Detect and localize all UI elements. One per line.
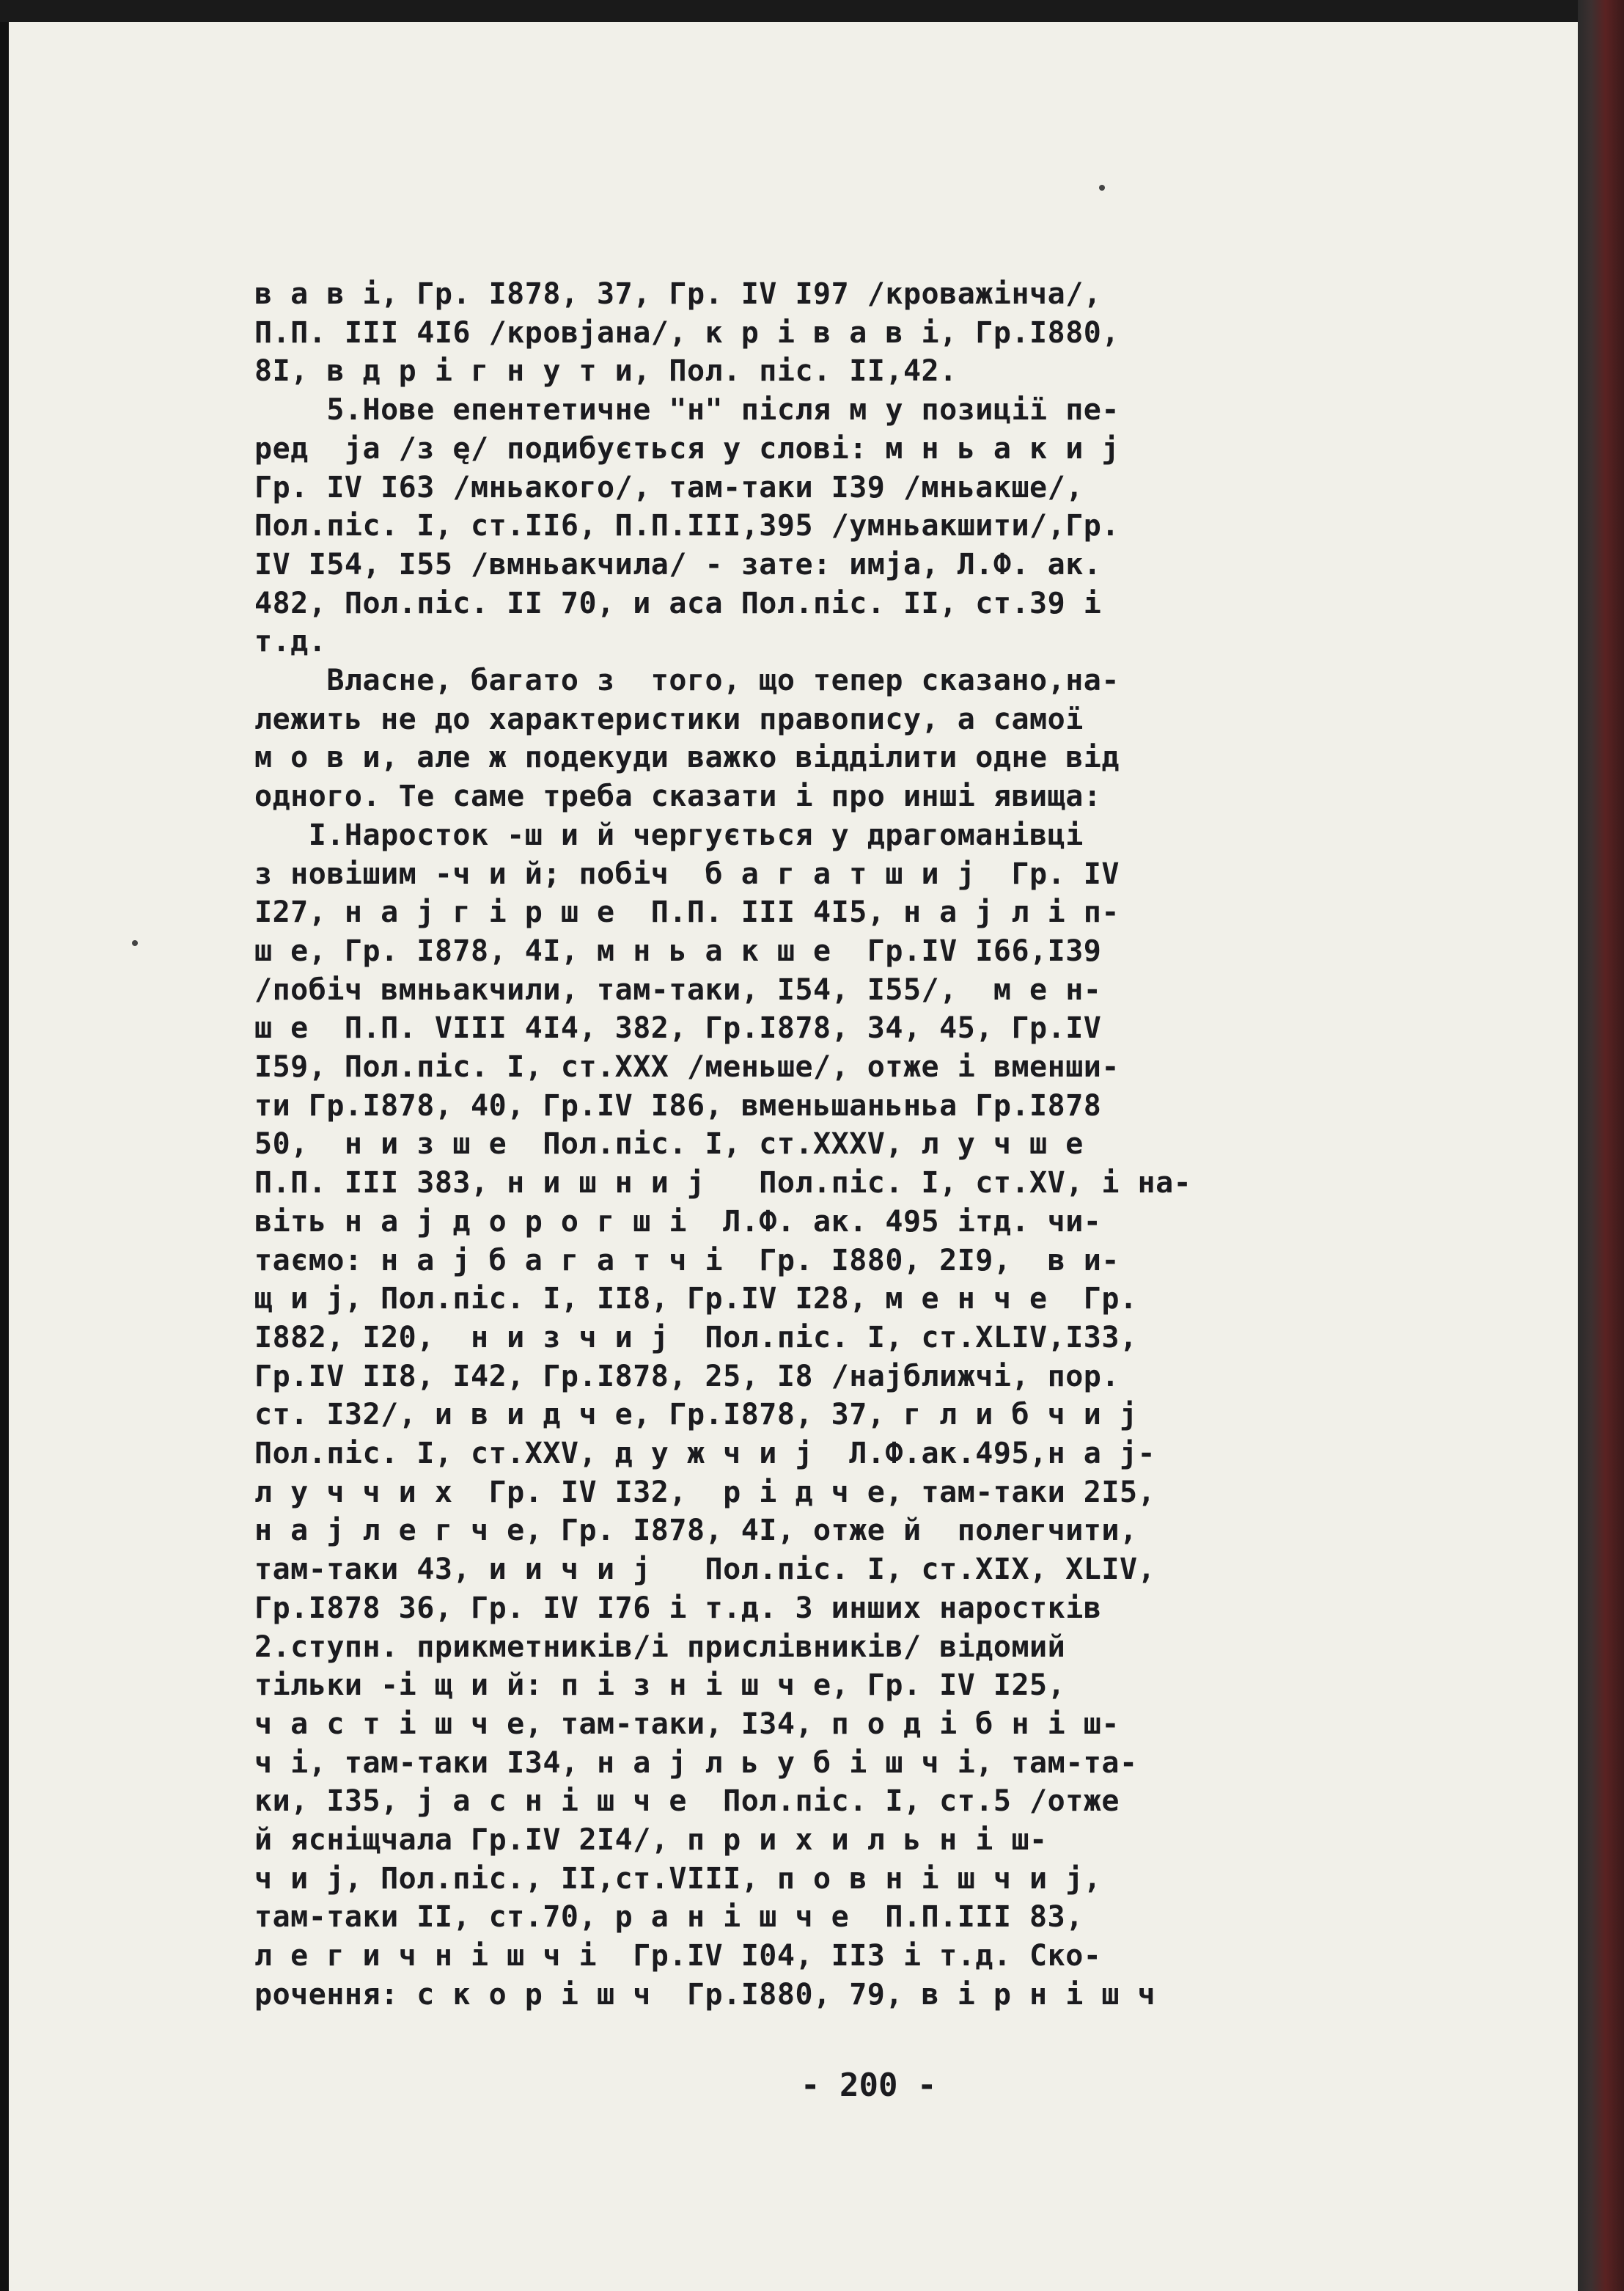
text-line: т.д. bbox=[254, 625, 327, 659]
text-line: ст. І32/, и в и д ч е, Гр.І878, 37, г л и б ч и ј bbox=[254, 1398, 1138, 1432]
text-line: 8І, в д р і г н у т и, Пол. пic. ІІ,42. bbox=[254, 354, 958, 388]
text-line: віть н а ј д о р о г ш і Л.Ф. ак. 495 ітд. чи- bbox=[254, 1205, 1102, 1239]
text-line: ред ја /з ę/ подибується у слові: м н ь а к и ј bbox=[254, 432, 1120, 466]
text-line: П.П. ІІІ 383, н и ш н и ј Пол.піс. І, ст.ХV, і на- bbox=[254, 1166, 1192, 1200]
body-text bbox=[9, 22, 1578, 2291]
text-line: й ясніщчала Гр.ІV 2І4/, п р и х и л ь н і ш- bbox=[254, 1823, 1048, 1857]
text-line: ч і, там-таки І34, н а ј л ь у б і ш ч і, там-та- bbox=[254, 1746, 1138, 1780]
text-line: 2.ступн. прикметників/і прислівників/ відомий bbox=[254, 1630, 1066, 1664]
text-line: /побіч вмньакчили, там-таки, І54, І55/, м е н- bbox=[254, 973, 1102, 1007]
text-line: ки, І35, ј а с н і ш ч е Пол.піс. І, ст.5 /отже bbox=[254, 1784, 1120, 1818]
text-line: ти Гр.І878, 40, Гр.ІV І86, вменьшаньньа Гр.І878 bbox=[254, 1089, 1102, 1123]
text-line: ч а с т і ш ч е, там-таки, І34, п о д і б н і ш- bbox=[254, 1707, 1120, 1741]
text-line: ш е П.П. VІІІ 4І4, 382, Гр.І878, 34, 45, Гр.ІV bbox=[254, 1011, 1102, 1045]
text-line: рочення: с к о р і ш ч Гр.І880, 79, в і р н і ш ч bbox=[254, 1978, 1156, 2012]
text-line: Пол.піс. І, ст.ХХV, д у ж ч и ј Л.Ф.ак.495,н а ј- bbox=[254, 1437, 1156, 1470]
text-line: 5.Нове епентетичне "н" після м у позиції пе- bbox=[254, 393, 1120, 427]
text-line: тільки -і щ и й: п і з н і ш ч е, Гр. ІV І25, bbox=[254, 1668, 1066, 1702]
text-line: 482, Пол.піс. ІІ 70, и аса Пол.піс. ІІ, ст.39 і bbox=[254, 587, 1102, 620]
text-line: І27, н а ј г і р ш е П.П. ІІІ 4І5, н а ј л і п- bbox=[254, 895, 1120, 929]
book-spine-edge bbox=[1578, 0, 1624, 2291]
text-line: л е г и ч н і ш ч і Гр.ІV І04, ІІ3 і т.д. Ско- bbox=[254, 1939, 1102, 1973]
text-line: 50, н и з ш е Пол.піс. І, ст.ХХХV, л у ч ш е bbox=[254, 1127, 1084, 1161]
text-line: Гр.І878 36, Гр. ІV І76 і т.д. З инших наростків bbox=[254, 1591, 1102, 1625]
text-line: Гр. ІV І63 /мньакого/, там-таки І39 /мньакше/, bbox=[254, 471, 1084, 505]
text-line: ш е, Гр. І878, 4І, м н ь а к ш е Гр.ІV І66,І39 bbox=[254, 934, 1102, 968]
text-line: Пол.пic. І, ст.ІІ6, П.П.ІІІ,395 /умньакшити/,Гр. bbox=[254, 509, 1120, 543]
text-line: Власне, багато з того, що тепер сказано,на- bbox=[254, 664, 1120, 697]
text-line: з новішим -ч и й; побіч б а г а т ш и ј Гр. ІV bbox=[254, 857, 1120, 891]
text-line: П.П. ІІІ 4І6 /кровјана/, к р і в а в і, Гр.І880, bbox=[254, 316, 1120, 350]
text-line: І882, І20, н и з ч и ј Пол.піс. І, ст.ХLІV,І33, bbox=[254, 1321, 1138, 1355]
document-page bbox=[9, 22, 1578, 2291]
text-line: л у ч ч и х Гр. ІV І32, р і д ч е, там-таки 2І5, bbox=[254, 1476, 1156, 1509]
text-line: ІV І54, І55 /вмньакчила/ - зате: имја, Л.Ф. ак. bbox=[254, 548, 1102, 582]
text-line: лежить не до характеристики правопису, а самої bbox=[254, 703, 1084, 736]
scan-top-edge bbox=[0, 0, 1624, 22]
text-line: там-таки 43, и и ч и ј Пол.піс. І, ст.ХІХ, ХLІV, bbox=[254, 1553, 1156, 1586]
text-line: І59, Пол.піс. І, ст.ХХХ /меньше/, отже і вменши- bbox=[254, 1050, 1120, 1084]
page-number: - 200 - bbox=[801, 2067, 937, 2104]
text-line: одного. Те саме треба сказати і про инші явища: bbox=[254, 780, 1102, 813]
text-line: м о в и, але ж подекуди важко відділити одне від bbox=[254, 741, 1120, 774]
text-line: таємо: н а ј б а г а т ч і Гр. І880, 2І9, в и- bbox=[254, 1244, 1120, 1278]
text-line: Гр.ІV ІІ8, І42, Гр.І878, 25, І8 /најближчі, пор. bbox=[254, 1360, 1120, 1393]
text-line: там-таки ІІ, ст.70, р а н і ш ч е П.П.ІІІ 83, bbox=[254, 1900, 1084, 1934]
text-line: ч и ј, Пол.піс., ІІ,ст.VІІІ, п о в н і ш ч и ј, bbox=[254, 1862, 1102, 1896]
text-line: І.Наросток -ш и й чергується у драгоманівці bbox=[254, 818, 1084, 852]
text-line: в а в і, Гр. І878, 37, Гр. ІV І97 /кроважінча/, bbox=[254, 277, 1102, 311]
text-line: щ и ј, Пол.піс. І, ІІ8, Гр.ІV І28, м е н ч е Гр. bbox=[254, 1282, 1138, 1316]
text-line: н а ј л е г ч е, Гр. І878, 4І, отже й полегчити, bbox=[254, 1514, 1138, 1547]
